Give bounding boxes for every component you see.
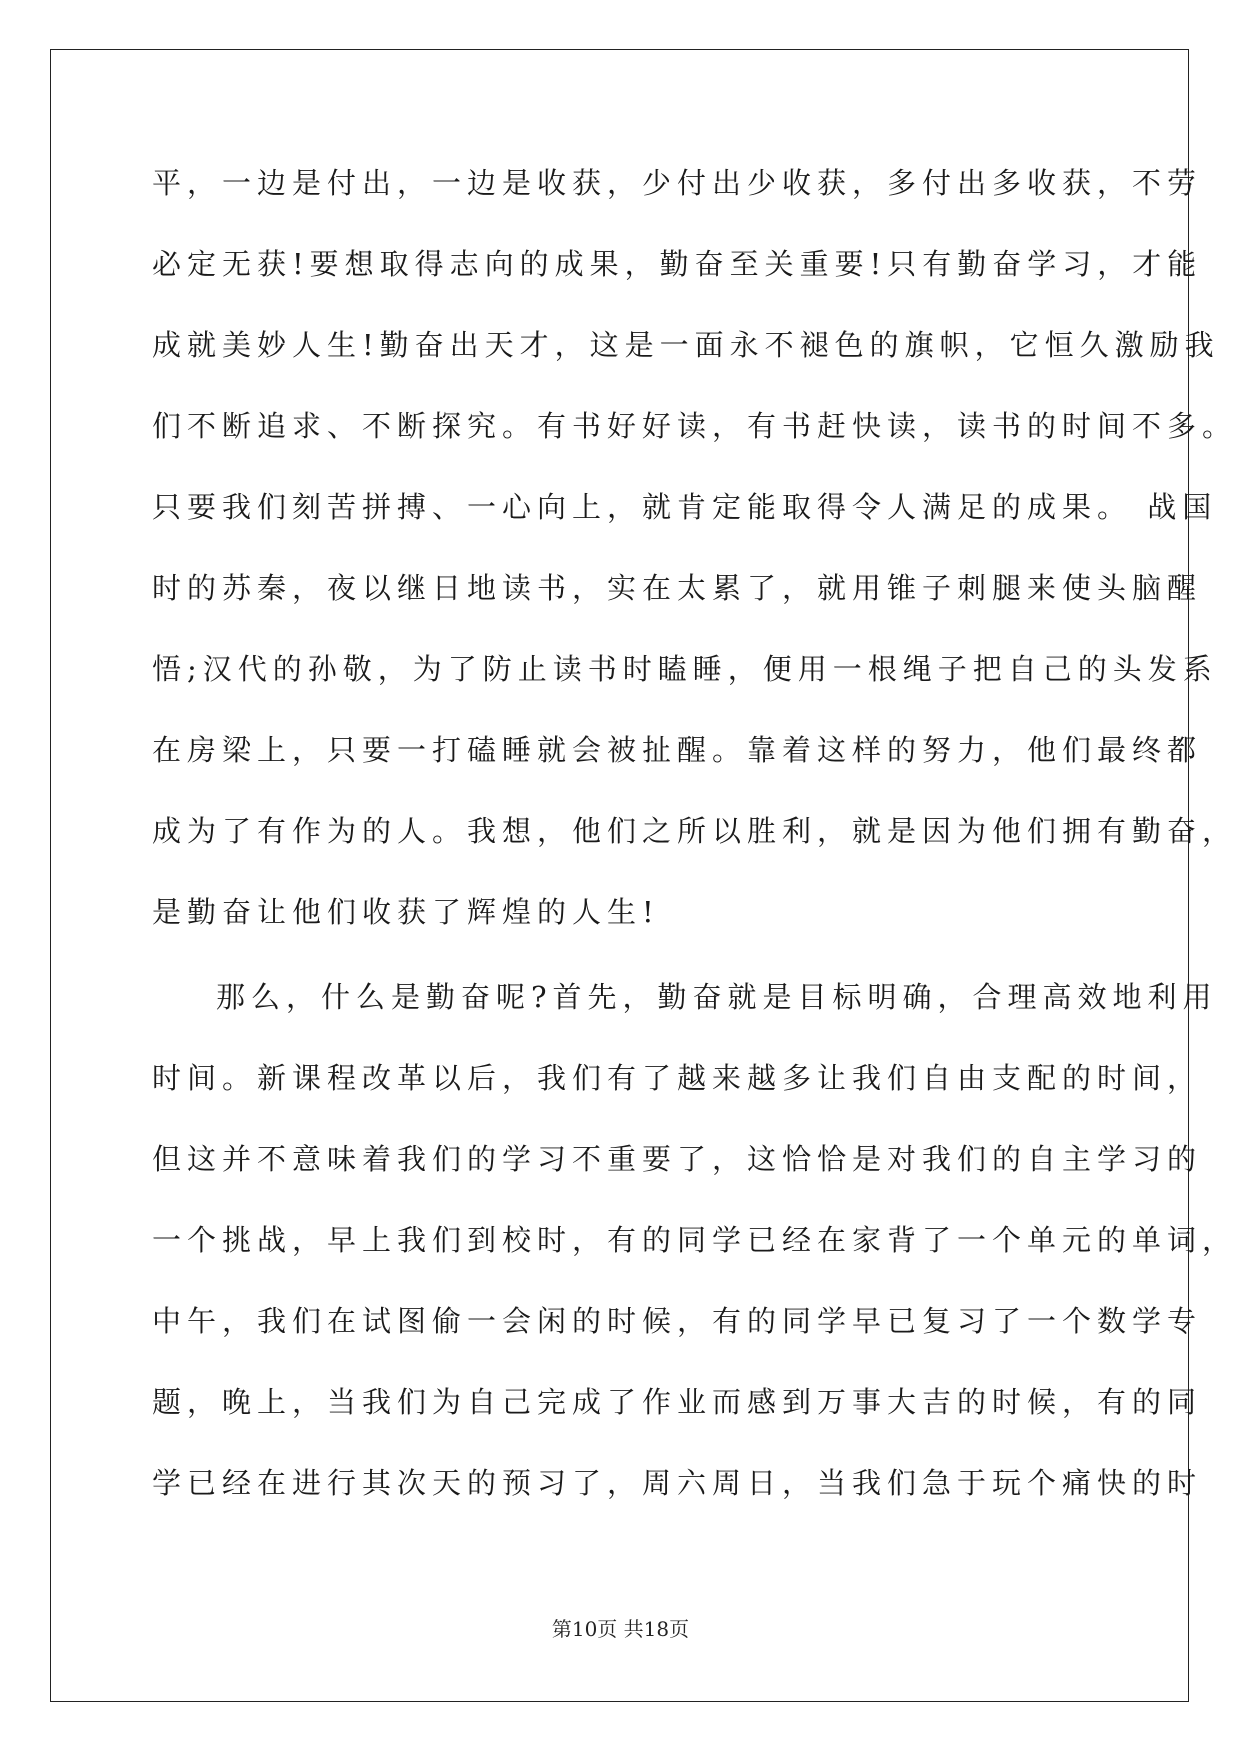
text-line: 成就美妙人生!勤奋出天才，这是一面永不褪色的旗帜，它恒久激励我 [152, 328, 1220, 362]
text-line: 是勤奋让他们收获了辉煌的人生! [152, 895, 660, 929]
text-line: 但这并不意味着我们的学习不重要了，这恰恰是对我们的自主学习的 [152, 1142, 1203, 1176]
page-number-footer: 第10页 共18页 [551, 1617, 690, 1641]
text-line: 在房梁上，只要一打磕睡就会被扯醒。靠着这样的努力，他们最终都 [152, 733, 1203, 767]
text-line: 成为了有作为的人。我想，他们之所以胜利，就是因为他们拥有勤奋， [152, 814, 1238, 848]
text-line: 时间。新课程改革以后，我们有了越来越多让我们自由支配的时间， [152, 1061, 1203, 1095]
text-line: 中午，我们在试图偷一会闲的时候，有的同学早已复习了一个数学专 [152, 1304, 1203, 1338]
text-line: 们不断追求、不断探究。有书好好读，有书赶快读，读书的时间不多。 [152, 409, 1238, 443]
document-body [152, 158, 1238, 1539]
text-line: 一个挑战，早上我们到校时，有的同学已经在家背了一个单元的单词， [152, 1223, 1238, 1257]
text-line: 学已经在进行其次天的预习了，周六周日，当我们急于玩个痛快的时 [152, 1466, 1203, 1500]
text-line: 悟;汉代的孙敬，为了防止读书时瞌睡，便用一根绳子把自己的头发系 [152, 652, 1218, 686]
text-line: 时的苏秦，夜以继日地读书，实在太累了，就用锥子刺腿来使头脑醒 [152, 571, 1203, 605]
text-line: 必定无获!要想取得志向的成果，勤奋至关重要!只有勤奋学习，才能 [152, 247, 1203, 281]
paragraph-first-line: 那么，什么是勤奋呢?首先，勤奋就是目标明确，合理高效地利用 [216, 980, 1218, 1014]
text-line: 只要我们刻苦拼搏、一心向上，就肯定能取得令人满足的成果。 战国 [152, 490, 1218, 524]
text-line: 题，晚上，当我们为自己完成了作业而感到万事大吉的时候，有的同 [152, 1385, 1203, 1419]
text-line: 平，一边是付出，一边是收获，少付出少收获，多付出多收获，不劳 [152, 166, 1203, 200]
